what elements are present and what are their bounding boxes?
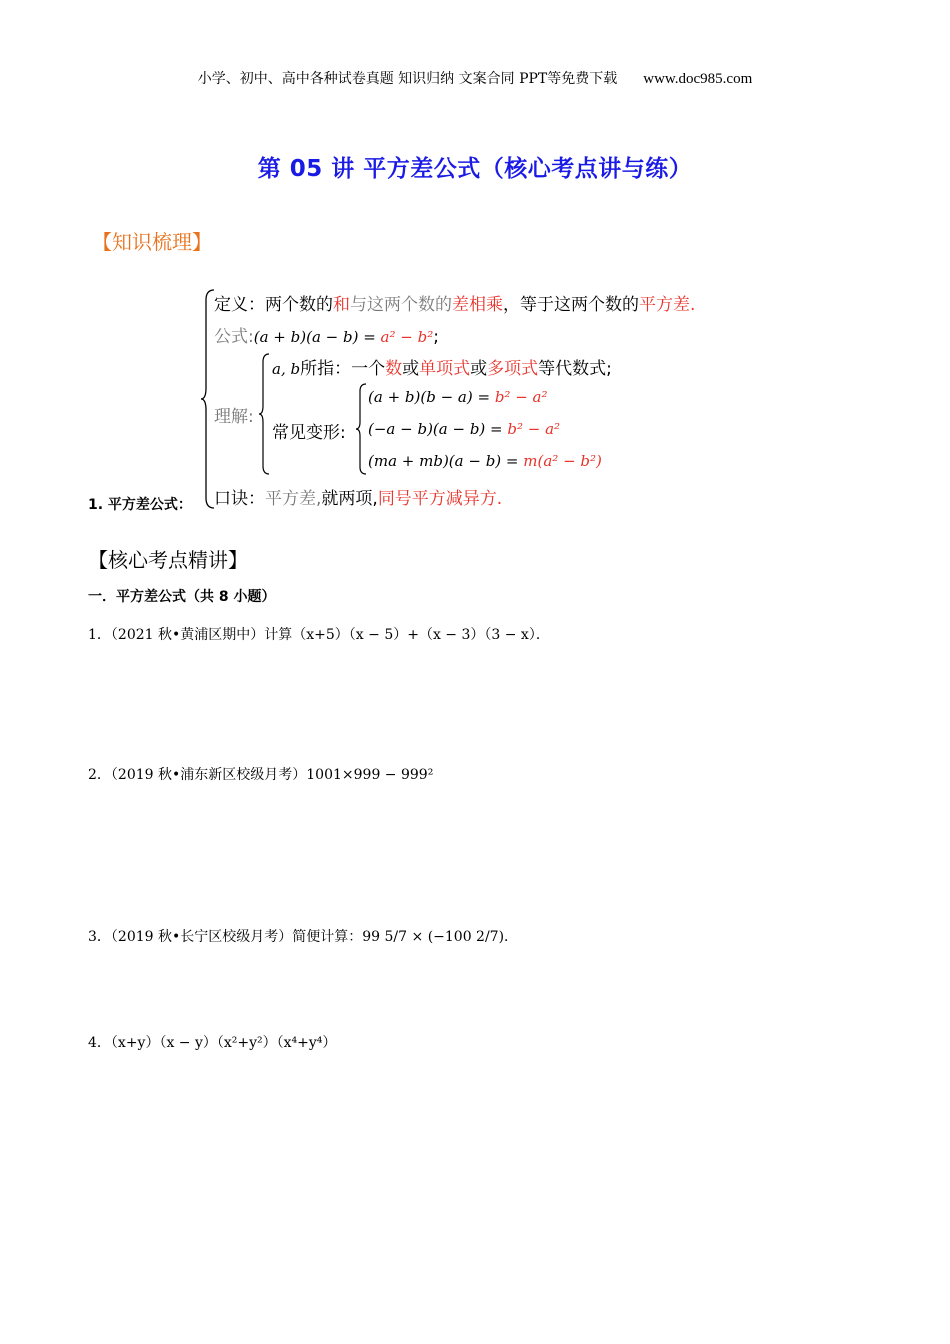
formula-end: ;: [433, 327, 439, 347]
ab-text-1: 所指：一个: [300, 359, 386, 379]
question-text: 计算（x+5）（x − 5）+（x − 3）（3 − x）．: [264, 627, 550, 643]
mnemonic-line: [214, 484, 502, 509]
variant-3-lhs: (ma + mb)(a − b) =: [368, 452, 524, 470]
definition-he: 和: [333, 295, 350, 315]
variants-label: 常见变形:: [272, 423, 346, 443]
mnemonic-3: 同号平方减异方.: [377, 489, 503, 509]
item-label: 1. 平方差公式：: [88, 497, 192, 513]
ab-vars: a, b: [272, 360, 301, 378]
question-source: （2021 秋•黄浦区期中）: [110, 627, 265, 643]
variant-1: [368, 387, 548, 406]
formula-lhs: (a + b)(a − b) =: [253, 328, 381, 346]
question-text: 1001×999 − 999²: [306, 767, 434, 783]
mnemonic-2: 就两项,: [321, 489, 378, 509]
ab-shu: 数: [385, 359, 403, 379]
definition-cha: 差: [452, 295, 469, 315]
question-source: （2019 秋•浦东新区校级月考）: [110, 767, 307, 783]
question-number: 2．: [88, 767, 111, 783]
question-number: 1．: [88, 627, 111, 643]
variant-3-rhs: m(a² − b²): [523, 452, 602, 470]
definition-label: 定义：: [214, 295, 265, 315]
question-3: [88, 926, 518, 946]
mnemonic-label: 口诀：: [214, 489, 265, 509]
formula-rhs: a² − b²: [380, 328, 434, 346]
variant-1-lhs: (a + b)(b − a) =: [368, 388, 495, 406]
understanding-brace-icon: [258, 352, 270, 476]
definition-pingfangcha: 平方差.: [639, 295, 696, 315]
ab-text-3: 或: [470, 359, 488, 379]
ab-dan: 单项式: [419, 359, 471, 379]
question-number: 4．: [88, 1035, 111, 1051]
question-number: 3．: [88, 929, 111, 945]
page-header: [0, 68, 950, 88]
variant-2: [368, 419, 560, 438]
definition-text-2: 与这两个数的: [350, 295, 452, 315]
definition-text-1: 两个数的: [265, 295, 333, 315]
question-text: 简便计算：99 5/7 × (−100 2/7)．: [292, 929, 519, 945]
question-2: [88, 764, 433, 784]
question-text: （x+y）（x − y）（x²+y²）（x⁴+y⁴）: [110, 1035, 337, 1051]
core-section-heading: 【核心考点精讲】: [88, 548, 248, 572]
page-title: 第 05 讲 平方差公式（核心考点讲与练）: [257, 156, 693, 182]
question-1: [88, 624, 550, 644]
formula-label: 公式:: [214, 327, 254, 347]
ab-text-2: 或: [402, 359, 420, 379]
formula-line: [214, 322, 439, 347]
variants-brace-icon: [355, 382, 367, 476]
ab-refers-line: [272, 354, 612, 379]
knowledge-section-heading: 【知识梳理】: [92, 230, 212, 254]
mnemonic-1: 平方差,: [265, 489, 322, 509]
header-site: www.doc985.com: [643, 71, 753, 87]
question-source: （2019 秋•长宁区校级月考）: [110, 929, 293, 945]
understanding-label-text: 理解:: [214, 407, 254, 427]
subsection-heading: 一．平方差公式（共 8 小题）: [88, 589, 276, 605]
understanding-label: [214, 402, 254, 427]
definition-xiangcheng: 相乘: [469, 295, 503, 315]
ab-duo: 多项式: [487, 359, 539, 379]
definition-text-3: ，等于这两个数的: [503, 295, 639, 315]
variant-2-rhs: b² − a²: [507, 420, 561, 438]
variant-2-lhs: (−a − b)(a − b) =: [368, 420, 508, 438]
question-4: [88, 1032, 336, 1052]
header-text: 小学、初中、高中各种试卷真题 知识归纳 文案合同 PPT等免费下载: [197, 71, 618, 87]
variant-3: [368, 451, 602, 470]
variant-1-rhs: b² − a²: [494, 388, 548, 406]
definition-line: [214, 290, 695, 315]
ab-text-4: 等代数式;: [538, 359, 612, 379]
